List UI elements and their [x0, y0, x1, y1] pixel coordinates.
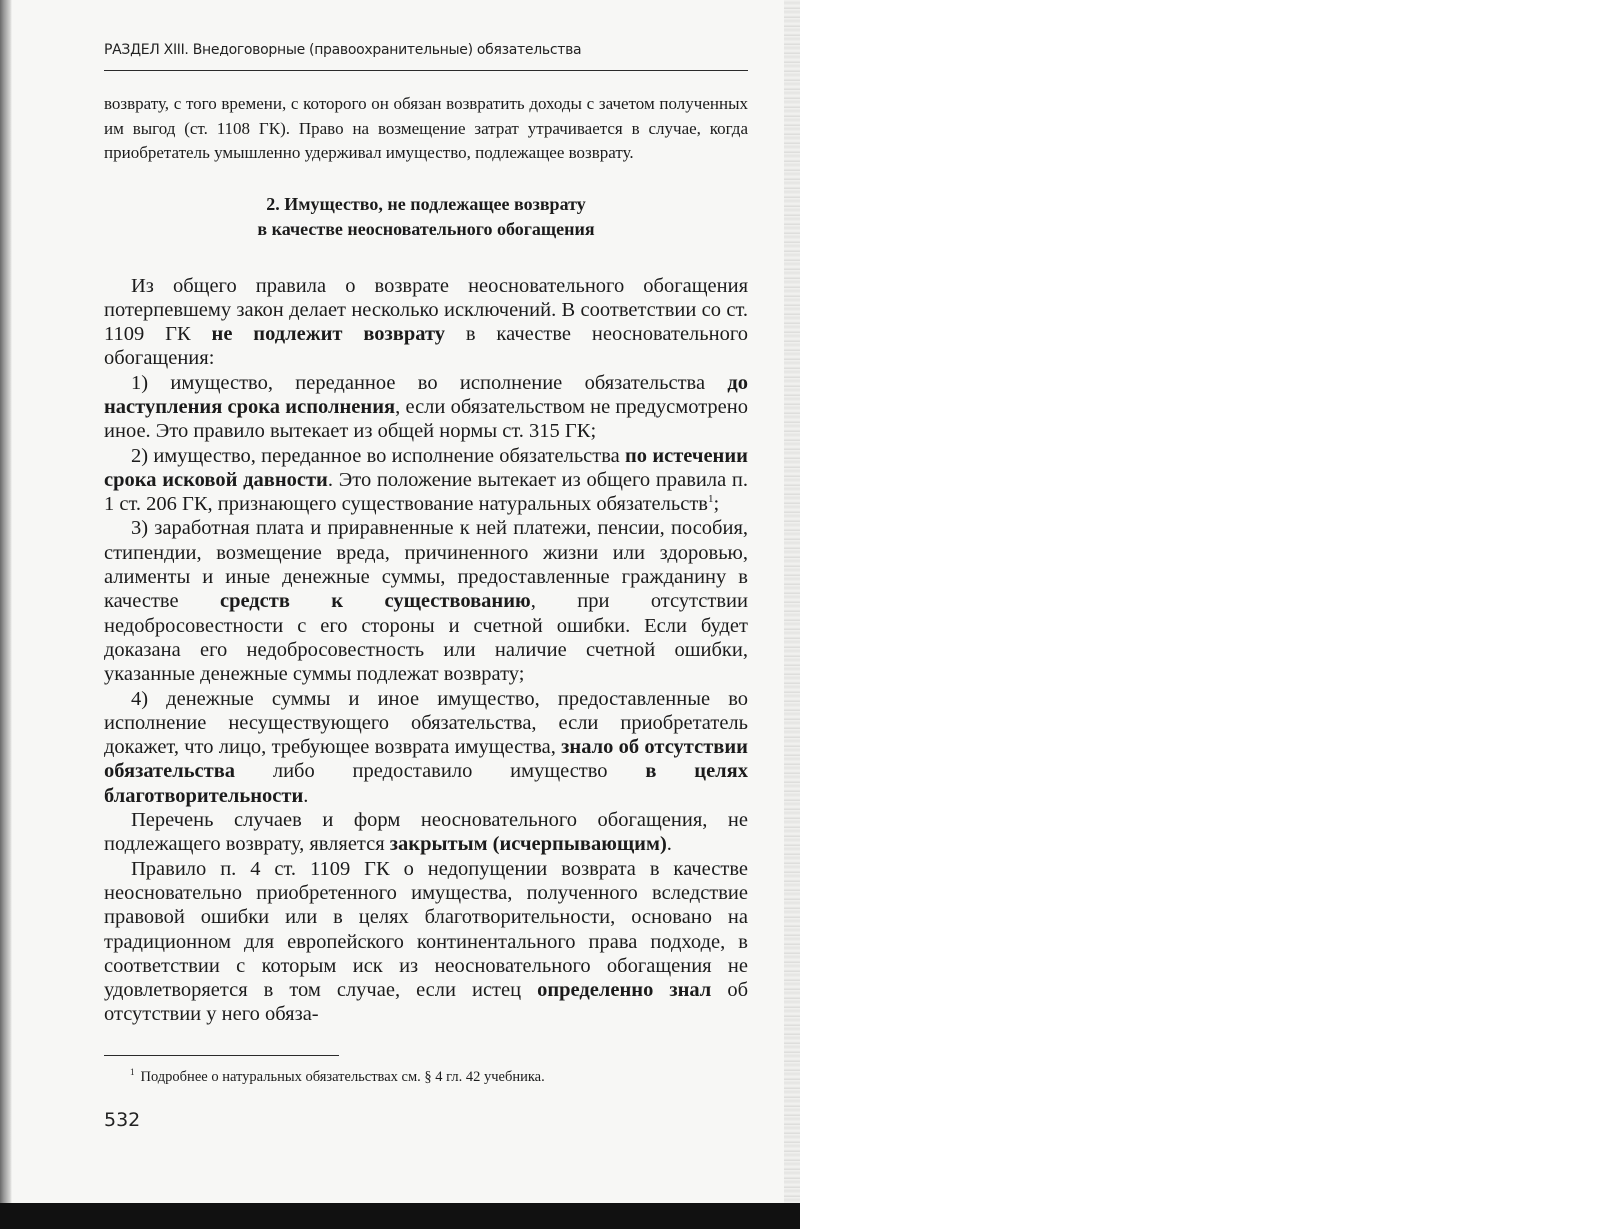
intro-paragraph: возврату, с того времени, с которого он обязан возвратить доходы с зачетом полученных им выгод (ст. 1108 ГК). Право на возмещение затрат утрачивается в случае, когда приобретатель умышленно удерживал имущество, подлежащее возврату.: [104, 94, 748, 162]
scan-bottom-shadow: [0, 1203, 800, 1229]
footnote-text: Подробнее о натуральных обязательствах см. § 4 гл. 42 учебника.: [140, 1068, 545, 1085]
text-run: в качестве неосновательного обогащения:: [104, 323, 749, 370]
bold-run: в целях благотворительности: [104, 760, 749, 807]
bold-run: знало об отсутствии обязательства: [104, 736, 748, 783]
list-item-4: [104, 687, 748, 808]
list-item-2: [104, 444, 748, 517]
text-run: ;: [713, 493, 720, 516]
bold-run: по истечении срока исковой давности: [104, 444, 748, 491]
list-item-3: [104, 516, 748, 686]
section-title: [104, 192, 748, 242]
text-run: 3) заработная плата и приравненные к ней платежи, пенсии, пособия, стипендии, возмещение вреда, причиненного жизни или здоровью, алименты и иные денежные суммы, предоставленные гражданину в качестве: [104, 517, 748, 613]
page-right-edge: [784, 0, 800, 1229]
text-run: 1) имущество, переданное во исполнение обязательства: [131, 371, 728, 394]
bold-run: определенно знал: [537, 979, 712, 1002]
running-head-rule: [104, 70, 748, 71]
paragraph-rule: [104, 857, 748, 1027]
text-run: Из общего правила о возврате неосновательного обогащения потерпевшему закон делает несколько исключений. В соответствии со ст. 1109 ГК: [104, 274, 748, 346]
text-run: . Это положение вытекает из общего правила п. 1 ст. 206 ГК, признающего существование натуральных обязательств: [104, 468, 748, 516]
text-run: , при отсутствии недобросовестности с его стороны и счетной ошибки. Если будет доказана его недобросовестность или наличие счетной ошибки, указанные денежные суммы подлежат возврату;: [104, 590, 748, 686]
footnote-rule: [104, 1055, 339, 1056]
text-run: .: [303, 784, 309, 807]
footnote: [130, 1063, 750, 1086]
section-title-line-2: в качестве неосновательного обогащения: [257, 218, 595, 239]
text-run: либо предоставило имущество: [235, 760, 646, 783]
text-run: 2) имущество, переданное во исполнение обязательства: [131, 444, 625, 467]
paragraph-closed-list: [104, 808, 748, 857]
text-run: , если обязательством не предусмотрено иное. Это правило вытекает из общей нормы ст. 315 ГК;: [104, 395, 748, 443]
bold-run: средств к существованию: [219, 590, 531, 613]
page-number: 532: [104, 1109, 141, 1131]
section-title-line-1: 2. Имущество, не подлежащее возврату: [266, 193, 586, 214]
text-run: 4) денежные суммы и иное имущество, предоставленные во исполнение несуществующего обязательства, если приобретатель докажет, что лицо, требующее возврата имущества,: [104, 687, 748, 759]
bold-run: закрытым (исчерпывающим): [389, 833, 667, 856]
text-run: Правило п. 4 ст. 1109 ГК о недопущении возврата в качестве неосновательно приобретенного имущества, полученного вследствие правовой ошибки или в целях благотворительности, основано на традиционном для европейского континентального права подходе, в соответствии с которым иск из неосновательного обогащения не удовлетворяется в том случае, если истец: [104, 857, 748, 1002]
body-text: [104, 274, 748, 1027]
text-run: об отсутствии у него обяза-: [104, 979, 748, 1026]
footnote-marker: 1: [130, 1067, 135, 1077]
text-run: Перечень случаев и форм неосновательного обогащения, не подлежащего возврату, является: [104, 809, 748, 856]
list-item-1: [104, 371, 748, 444]
text-block: [104, 92, 748, 1027]
running-head: РАЗДЕЛ XIII. Внедоговорные (правоохранительные) обязательства: [104, 42, 582, 58]
bold-run: до наступления срока исполнения: [104, 371, 748, 418]
text-run: .: [666, 833, 672, 856]
paragraph-exceptions: [104, 274, 748, 371]
footnote-reference[interactable]: 1: [707, 493, 714, 506]
bold-run: не подлежит возврату: [211, 323, 446, 346]
page-left-edge: [0, 0, 12, 1229]
